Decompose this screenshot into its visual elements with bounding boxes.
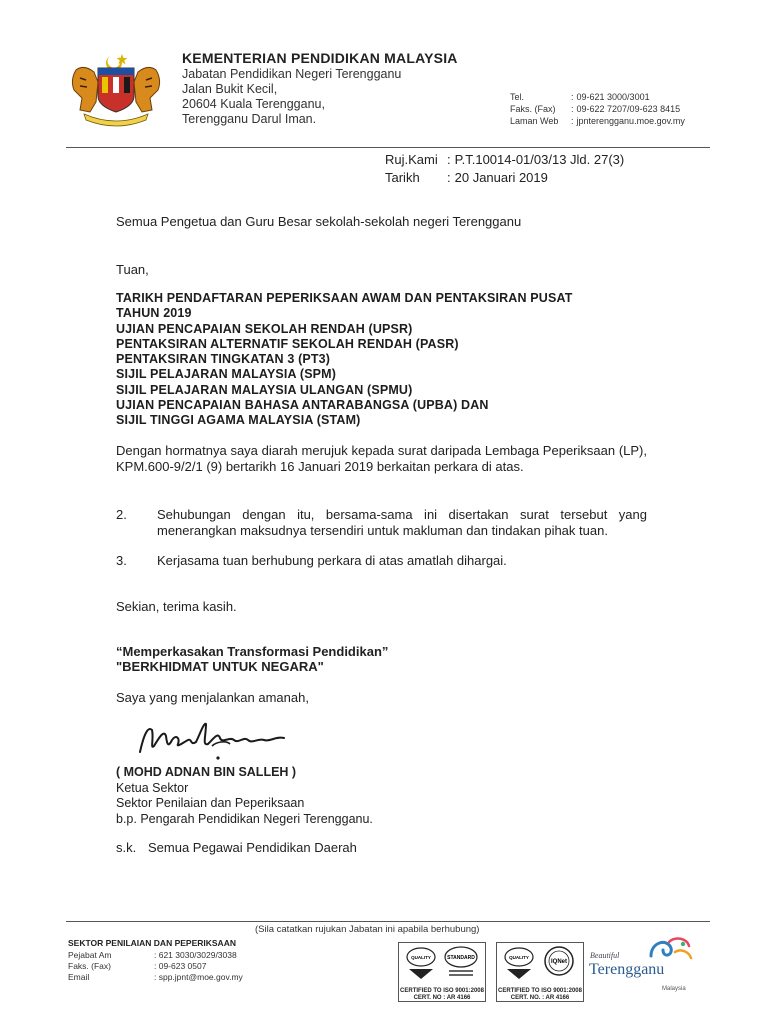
subject-line: TARIKH PENDAFTARAN PEPERIKSAAN AWAM DAN PENTAKSIRAN PUSAT: [116, 291, 573, 305]
contact-colon: :: [571, 116, 574, 126]
contact-fax: 09-622 7207/09-623 8415: [576, 104, 681, 114]
footer-contact: [68, 950, 249, 983]
address-line: Jalan Bukit Kecil,: [182, 82, 278, 96]
cert-number: CERT. NO. : AR 4166: [510, 995, 570, 1001]
signatory-name: ( MOHD ADNAN BIN SALLEH ): [116, 765, 297, 779]
svg-text:QUALITY: QUALITY: [509, 955, 529, 960]
subject-line: PENTAKSIRAN ALTERNATIF SEKOLAH RENDAH (PASR): [116, 336, 459, 351]
subject-line: SIJIL PELAJARAN MALAYSIA (SPM): [116, 367, 337, 382]
footer-label: Email: [68, 972, 90, 982]
contact-colon: :: [571, 92, 574, 102]
cc-recipients: Semua Pegawai Pendidikan Daerah: [148, 840, 357, 855]
date-colon: :: [447, 170, 451, 185]
paragraph-3: Kerjasama tuan berhubung perkara di atas amatlah dihargai.: [157, 553, 507, 568]
signatory-title: Ketua Sektor: [116, 780, 189, 795]
footer-fax: : 09-623 0507: [154, 961, 207, 971]
malaysia-coat-of-arms-icon: [66, 50, 166, 128]
tourism-logo-country: Malaysia: [662, 986, 686, 992]
footer-label: Pejabat Am: [68, 950, 112, 960]
motto-2: "BERKHIDMAT UNTUK NEGARA": [116, 659, 324, 674]
terengganu-tourism-swirl-icon: [645, 934, 695, 964]
tourism-logo-tagline: Beautiful: [590, 951, 620, 960]
handwritten-signature-icon: [134, 716, 294, 762]
trust-line: Saya yang menjalankan amanah,: [116, 690, 309, 705]
motto-1: “Memperkasakan Transformasi Pendidikan”: [116, 644, 389, 659]
contact-label: Faks. (Fax): [510, 104, 556, 114]
reference-note: (Sila catatkan rujukan Jabatan ini apabila berhubung): [255, 924, 480, 935]
recipient: Semua Pengetua dan Guru Besar sekolah-sekolah negeri Terengganu: [116, 214, 522, 229]
svg-text:IQNet: IQNet: [550, 959, 568, 965]
quality-system-logo-icon: [399, 943, 485, 983]
paragraph-2-text: Sehubungan dengan itu, bersama-sama ini disertakan surat tersebut yang menerangkan maksudnya tersendiri untuk makluman dan tindakan pihak tuan.: [157, 507, 647, 538]
paragraph-1: Dengan hormatnya saya diarah merujuk kepada surat daripada Lembaga Peperiksaan (LP), KPM.600-9/2/1 (9) bertarikh 16 Januari 2019 berkaitan perkara di atas.: [116, 443, 647, 474]
contact-colon: :: [571, 104, 574, 114]
signatory-sector: Sektor Penilaian dan Peperiksaan: [116, 796, 305, 810]
subject-heading: [116, 291, 572, 429]
letter-date: 20 Januari 2019: [454, 170, 548, 185]
iso-certification-badge: [496, 942, 584, 1002]
paragraph-number: 2.: [116, 507, 127, 522]
paragraph-number: 3.: [116, 553, 127, 568]
ministry-name: KEMENTERIAN PENDIDIKAN MALAYSIA: [182, 50, 458, 66]
footer-phone: : 621 3030/3029/3038: [154, 950, 237, 960]
signatory-block: [116, 765, 373, 827]
subject-line: SIJIL TINGGI AGAMA MALAYSIA (STAM): [116, 413, 361, 428]
cert-number: CERT. NO : AR 4166: [413, 995, 471, 1001]
reference-colon: :: [447, 152, 451, 167]
contact-phone: 09-621 3000/3001: [576, 92, 650, 102]
header-divider: [66, 147, 710, 148]
paragraph-2: [157, 507, 647, 539]
cert-caption: CERTIFIED TO ISO 9001:2008: [498, 988, 582, 994]
subject-line: SIJIL PELAJARAN MALAYSIA ULANGAN (SPMU): [116, 382, 413, 397]
footer-divider: [66, 921, 710, 922]
cc-label: s.k.: [116, 840, 137, 855]
tourism-logo-name: Terengganu: [589, 961, 665, 978]
reference-number: P.T.10014-01/03/13 Jld. 27(3): [454, 152, 625, 167]
svg-text:STANDARD: STANDARD: [447, 955, 475, 961]
subject-line: PENTAKSIRAN TINGKATAN 3 (PT3): [116, 352, 331, 367]
contact-label: Tel.: [510, 92, 525, 102]
footer-label: Faks. (Fax): [68, 961, 111, 971]
closing: Sekian, terima kasih.: [116, 599, 237, 614]
iqnet-logo-icon: [497, 943, 583, 983]
address-line: Jabatan Pendidikan Negeri Terengganu: [182, 67, 402, 81]
cert-caption: CERTIFIED TO ISO 9001:2008: [400, 988, 484, 994]
reference-label: Ruj.Kami: [385, 152, 438, 167]
contact-block: [510, 91, 688, 127]
salutation: Tuan,: [116, 262, 149, 277]
address-line: Terengganu Darul Iman.: [182, 112, 317, 126]
address-line: 20604 Kuala Terengganu,: [182, 97, 325, 111]
contact-label: Laman Web: [510, 116, 559, 126]
date-label: Tarikh: [385, 170, 420, 185]
footer-office-name: SEKTOR PENILAIAN DAN PEPERIKSAAN: [68, 938, 236, 948]
subject-line: TAHUN 2019: [116, 306, 192, 321]
iso-certification-badge: [398, 942, 486, 1002]
subject-line: UJIAN PENCAPAIAN SEKOLAH RENDAH (UPSR): [116, 321, 413, 336]
footer-email-link[interactable]: : spp.jpnt@moe.gov.my: [154, 972, 243, 982]
signatory-behalf: b.p. Pengarah Pendidikan Negeri Terengganu.: [116, 811, 373, 826]
subject-line: UJIAN PENCAPAIAN BAHASA ANTARABANGSA (UPBA) DAN: [116, 398, 489, 413]
reference-block: [385, 151, 628, 187]
contact-website-link[interactable]: jpnterengganu.moe.gov.my: [576, 116, 685, 126]
svg-text:QUALITY: QUALITY: [411, 955, 431, 960]
